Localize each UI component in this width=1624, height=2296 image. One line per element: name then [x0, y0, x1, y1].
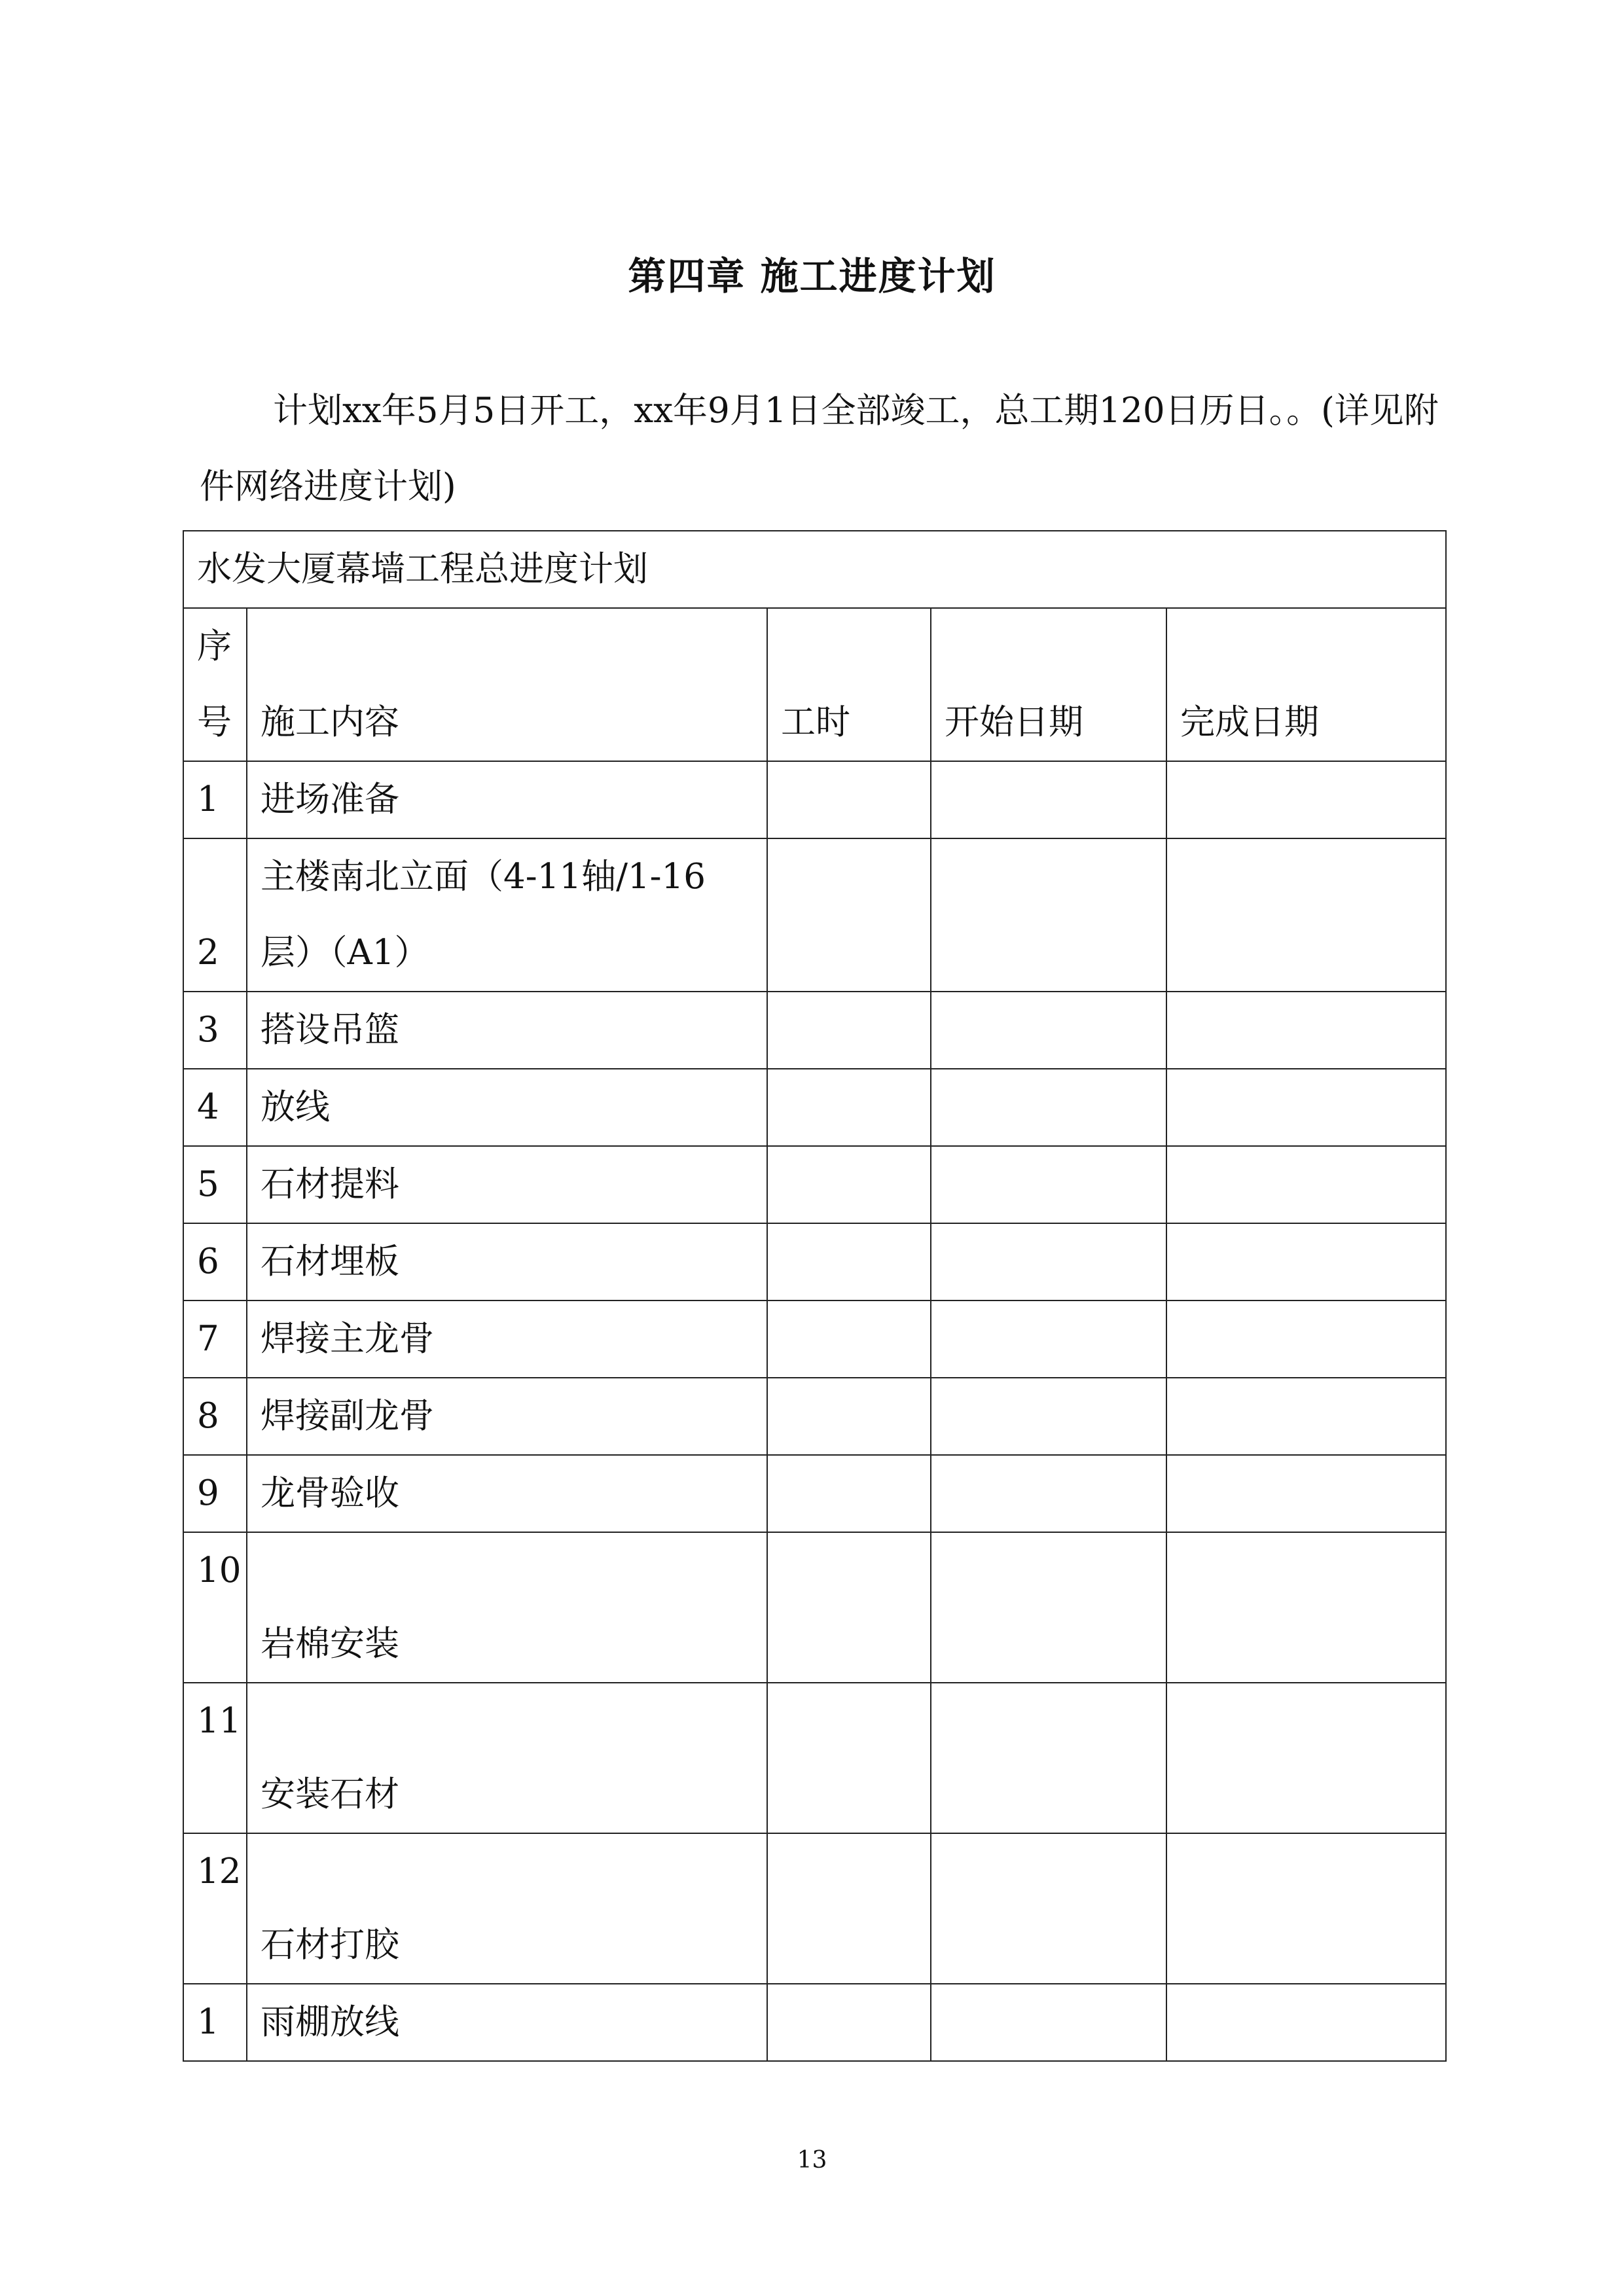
header-end-date: 完成日期 — [1166, 608, 1446, 761]
table-title: 水发大厦幕墙工程总进度计划 — [183, 531, 1446, 608]
row-content: 石材埋板 — [247, 1223, 767, 1300]
table-row — [183, 1532, 1446, 1683]
row-start — [931, 761, 1166, 838]
row-end — [1166, 1532, 1446, 1683]
row-no: 7 — [183, 1300, 247, 1378]
table-row — [183, 1833, 1446, 1984]
table-header-row — [183, 608, 1446, 761]
schedule-table — [183, 530, 1447, 2062]
row-content: 搭设吊篮 — [247, 992, 767, 1069]
row-hours — [767, 1146, 931, 1223]
row-end — [1166, 1833, 1446, 1984]
row-no: 6 — [183, 1223, 247, 1300]
table-row — [183, 1223, 1446, 1300]
row-no: 1 — [183, 761, 247, 838]
row-end — [1166, 1146, 1446, 1223]
row-start — [931, 1455, 1166, 1532]
row-content: 安装石材 — [247, 1683, 767, 1833]
row-hours — [767, 1455, 931, 1532]
table-row — [183, 761, 1446, 838]
row-end — [1166, 1683, 1446, 1833]
row-no: 4 — [183, 1069, 247, 1146]
row-no: 12 — [183, 1833, 247, 1984]
row-no: 2 — [183, 838, 247, 992]
table-row — [183, 1683, 1446, 1833]
row-start — [931, 1300, 1166, 1378]
table-row — [183, 1984, 1446, 2061]
row-content: 主楼南北立面（4-11轴/1-16层）（A1） — [247, 838, 767, 992]
row-start — [931, 1069, 1166, 1146]
row-content: 岩棉安装 — [247, 1532, 767, 1683]
row-content: 雨棚放线 — [247, 1984, 767, 2061]
row-hours — [767, 1300, 931, 1378]
row-end — [1166, 1300, 1446, 1378]
row-no: 1 — [183, 1984, 247, 2061]
row-start — [931, 992, 1166, 1069]
chapter-title: 第四章 施工进度计划 — [628, 254, 996, 298]
row-start — [931, 838, 1166, 992]
row-hours — [767, 1532, 931, 1683]
row-hours — [767, 838, 931, 992]
row-no: 5 — [183, 1146, 247, 1223]
row-hours — [767, 1223, 931, 1300]
row-hours — [767, 1984, 931, 2061]
row-start — [931, 1146, 1166, 1223]
row-hours — [767, 1683, 931, 1833]
row-hours — [767, 992, 931, 1069]
row-end — [1166, 838, 1446, 992]
row-no: 11 — [183, 1683, 247, 1833]
row-start — [931, 1378, 1166, 1455]
row-content: 石材打胶 — [247, 1833, 767, 1984]
row-content: 石材提料 — [247, 1146, 767, 1223]
row-end — [1166, 992, 1446, 1069]
intro-paragraph: 计划xx年5月5日开工，xx年9月1日全部竣工，总工期120日历日。。(详见附件网络进度计划) — [200, 391, 1439, 507]
row-no: 8 — [183, 1378, 247, 1455]
row-start — [931, 1532, 1166, 1683]
table-row — [183, 1300, 1446, 1378]
table-row — [183, 992, 1446, 1069]
table-row — [183, 838, 1446, 992]
row-end — [1166, 1223, 1446, 1300]
row-content: 龙骨验收 — [247, 1455, 767, 1532]
header-hours: 工时 — [767, 608, 931, 761]
row-start — [931, 1223, 1166, 1300]
row-start — [931, 1984, 1166, 2061]
header-content: 施工内容 — [247, 608, 767, 761]
row-no: 10 — [183, 1532, 247, 1683]
row-end — [1166, 1984, 1446, 2061]
table-row — [183, 1378, 1446, 1455]
row-end — [1166, 761, 1446, 838]
table-row — [183, 1146, 1446, 1223]
row-hours — [767, 1069, 931, 1146]
row-content: 焊接主龙骨 — [247, 1300, 767, 1378]
row-content: 放线 — [247, 1069, 767, 1146]
row-end — [1166, 1069, 1446, 1146]
row-no: 9 — [183, 1455, 247, 1532]
row-end — [1166, 1455, 1446, 1532]
row-no: 3 — [183, 992, 247, 1069]
table-row — [183, 1069, 1446, 1146]
row-content: 进场准备 — [247, 761, 767, 838]
row-start — [931, 1683, 1166, 1833]
header-no: 序号 — [183, 608, 247, 761]
row-hours — [767, 761, 931, 838]
row-end — [1166, 1378, 1446, 1455]
row-hours — [767, 1833, 931, 1984]
header-start-date: 开始日期 — [931, 608, 1166, 761]
row-hours — [767, 1378, 931, 1455]
row-start — [931, 1833, 1166, 1984]
row-content: 焊接副龙骨 — [247, 1378, 767, 1455]
table-row — [183, 1455, 1446, 1532]
page-number: 13 — [797, 2147, 827, 2174]
